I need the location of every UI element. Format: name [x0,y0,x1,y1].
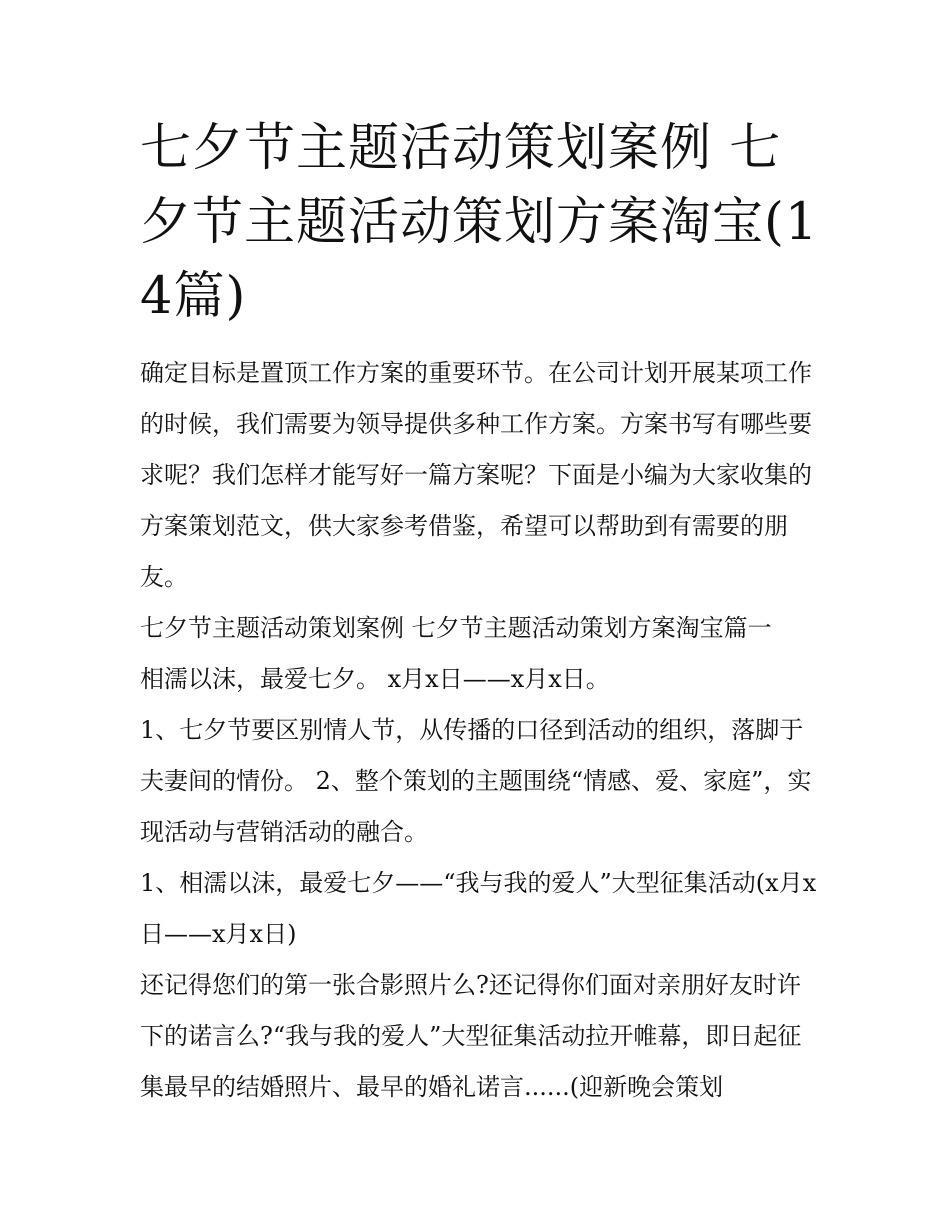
intro-paragraph: 确定目标是置顶工作方案的重要环节。在公司计划开展某项工作的时候，我们需要为领导提供多种工作方案。方案书写有哪些要求呢？我们怎样才能写好一篇方案呢？下面是小编为大家收集的方案策划范文，供大家参考借鉴，希望可以帮助到有需要的朋友。 [140,359,812,591]
document-page [140,112,820,1113]
activity-one-description: 还记得您们的第一张合影照片么?还记得你们面对亲朋好友时许下的诺言么?“我与我的爱人”大型征集活动拉开帷幕，即日起征集最早的结婚照片、最早的婚礼诺言......(迎新晚会策划 [140,971,802,1101]
section-heading: 七夕节主题活动策划案例 七夕节主题活动策划方案淘宝篇一 [140,614,772,642]
activity-one-heading: 1、相濡以沫，最爱七夕——“我与我的爱人”大型征集活动(x月x日——x月x日) [140,869,817,948]
document-title: 七夕节主题活动策划案例 七夕节主题活动策划方案淘宝(14篇) [140,119,819,326]
theme-date-line: 相濡以沫，最爱七夕。 x月x日——x月x日。 [140,665,610,693]
principles-paragraph: 1、七夕节要区别情人节，从传播的口径到活动的组织，落脚于夫妻间的情份。 2、整个策划的主题围绕“情感、爱、家庭”，实现活动与营销活动的融合。 [140,716,812,846]
